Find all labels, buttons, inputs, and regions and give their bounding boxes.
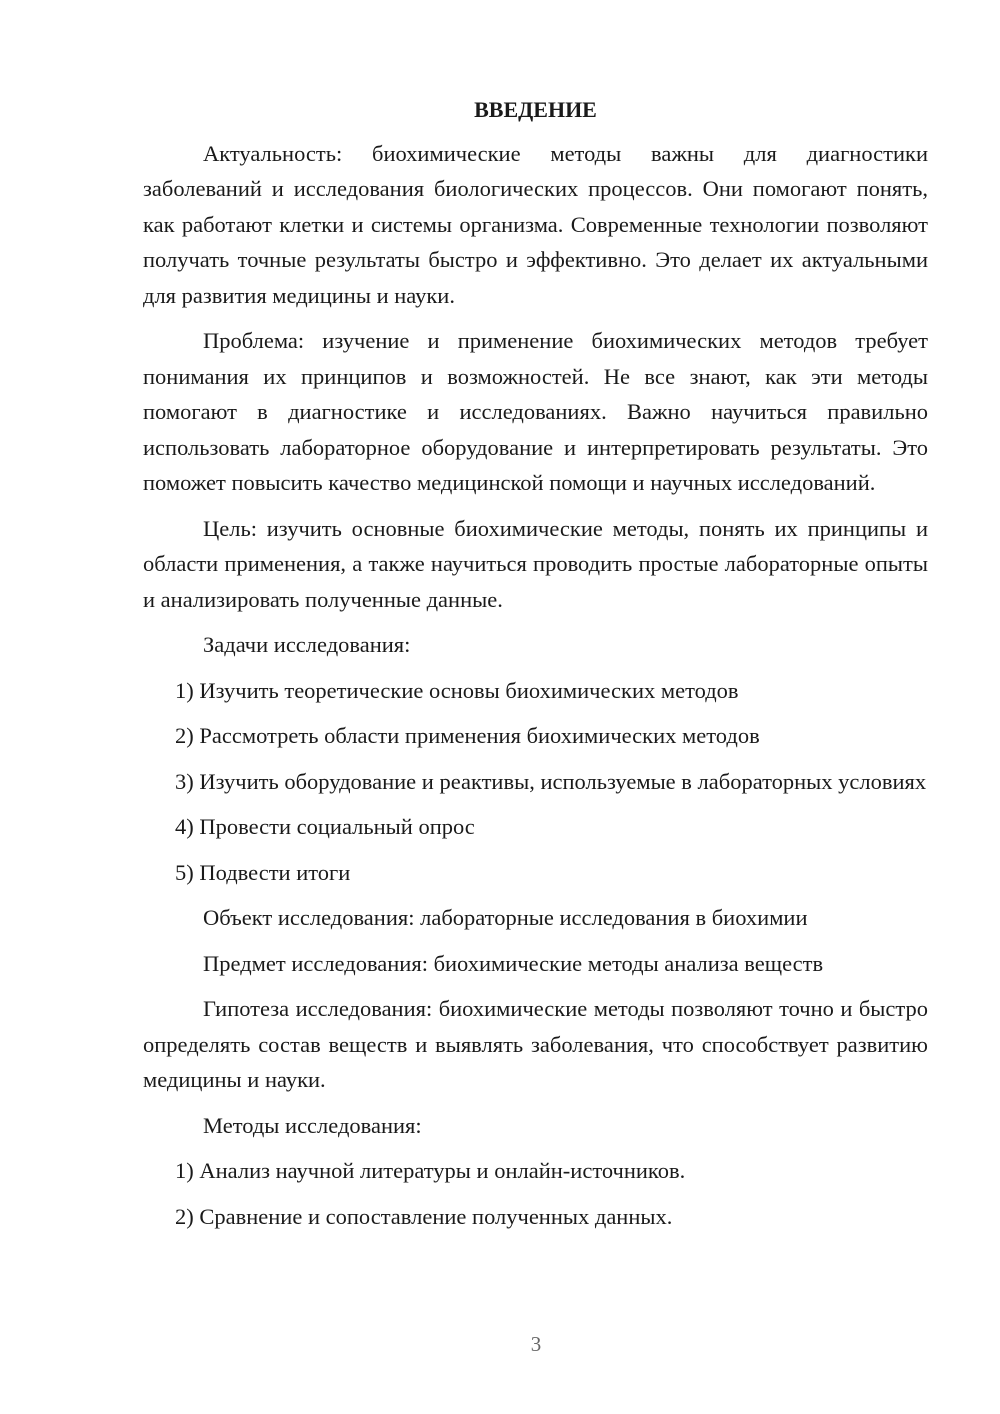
task-item: 2) Рассмотреть области применения биохимических методов xyxy=(175,723,760,748)
methods-heading: Методы исследования: xyxy=(203,1112,422,1138)
method-item: 1) Анализ научной литературы и онлайн-источников. xyxy=(175,1158,686,1183)
subject-line: Предмет исследования: биохимические методы анализа веществ xyxy=(203,950,824,976)
goal-paragraph: Цель: изучить основные биохимические методы, понять их принципы и области применения, а также научиться проводить простые лабораторные опыты и анализировать полученные данные. xyxy=(143,515,928,612)
section-title: ВВЕДЕНИЕ xyxy=(474,97,597,122)
document-page xyxy=(143,92,928,1244)
object-line: Объект исследования: лабораторные исследования в биохимии xyxy=(203,905,808,930)
method-item: 2) Сравнение и сопоставление полученных данных. xyxy=(175,1203,673,1229)
relevance-paragraph: Актуальность: биохимические методы важны для диагностики заболеваний и исследования биологических процессов. Они помогают понять, как работают клетки и системы организма. Современные технологии позволяют получать точные результаты быстро и эффективно. Это делает их актуальными для развития медицины и науки. xyxy=(143,140,928,308)
task-item: 1) Изучить теоретические основы биохимических методов xyxy=(175,677,739,703)
task-item: 5) Подвести итоги xyxy=(175,859,351,885)
hypothesis-paragraph: Гипотеза исследования: биохимические методы позволяют точно и быстро определять состав веществ и выявлять заболевания, что способствует развитию медицины и науки. xyxy=(143,996,928,1092)
page-number: 3 xyxy=(530,1332,542,1356)
tasks-heading: Задачи исследования: xyxy=(203,632,411,657)
task-item: 3) Изучить оборудование и реактивы, используемые в лабораторных условиях xyxy=(175,768,927,794)
task-item: 4) Провести социальный опрос xyxy=(175,814,475,839)
problem-paragraph: Проблема: изучение и применение биохимических методов требует понимания их принципов и возможностей. Не все знают, как эти методы помогают в диагностике и исследованиях. Важно научиться правильно использовать лабораторное оборудование и интерпретировать результаты. Это поможет повысить качество медицинской помощи и научных исследований. xyxy=(143,328,928,495)
